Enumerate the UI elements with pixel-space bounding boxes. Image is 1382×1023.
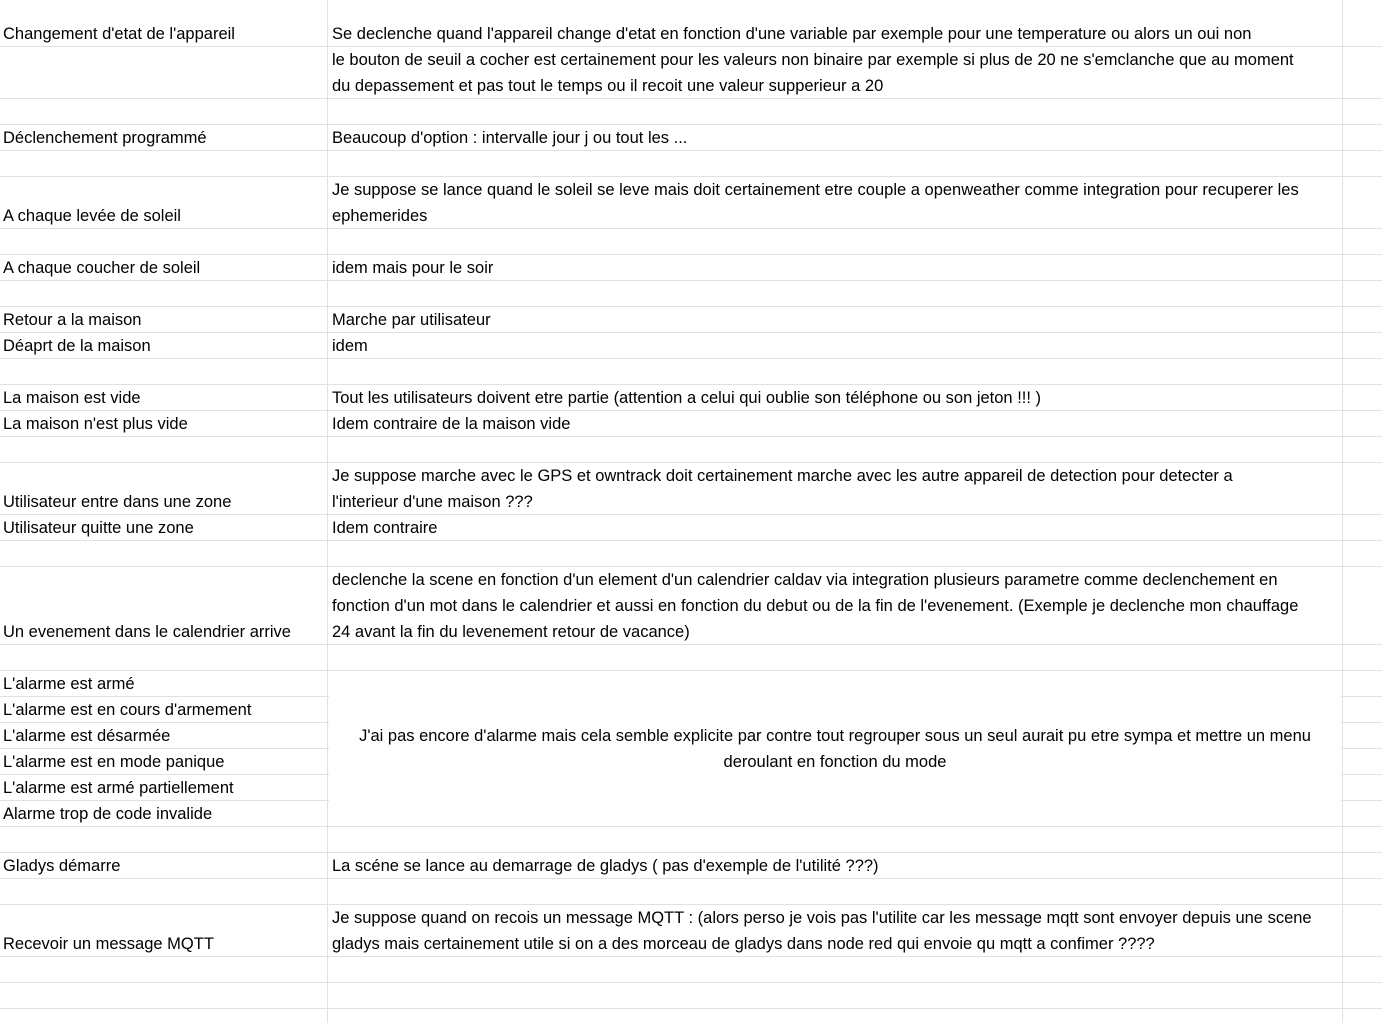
cell-text-line: l'interieur d'une maison ??? — [332, 493, 533, 511]
cell-column-b[interactable] — [332, 21, 1340, 47]
cell-column-a[interactable] — [3, 541, 325, 567]
cell-column-a[interactable] — [3, 437, 325, 463]
cell-text-line: Tout les utilisateurs doivent etre partie (attention a celui qui oublie son téléphone ou son jeton !!! ) — [332, 389, 1042, 407]
cell-text-line: fonction d'un mot dans le calendrier et aussi en fonction du debut ou de la fin de l'evenement. (Exemple je declenche mon chauffage — [332, 597, 1299, 615]
cell-text-line: idem mais pour le soir — [332, 259, 494, 277]
cell-column-b[interactable] — [332, 385, 1340, 411]
cell-column-a[interactable]: L'alarme est armé partiellement — [3, 779, 234, 797]
cell-column-b[interactable] — [332, 567, 1340, 645]
cell-column-a[interactable] — [3, 827, 325, 853]
cell-column-a[interactable]: L'alarme est en cours d'armement — [3, 701, 252, 719]
cell-column-a[interactable]: L'alarme est armé — [3, 675, 135, 693]
cell-text-line: gladys mais certainement utile si on a des morceau de gladys dans node red qui envoie qu mqtt a confimer ???? — [332, 935, 1155, 953]
cell-column-b[interactable] — [332, 411, 1340, 437]
cell-column-a[interactable]: A chaque coucher de soleil — [3, 259, 201, 277]
cell-text-line: Idem contraire — [332, 519, 438, 537]
cell-column-a[interactable]: La maison n'est plus vide — [3, 415, 188, 433]
cell-text-line: ephemerides — [332, 207, 428, 225]
cell-column-a[interactable] — [3, 229, 325, 255]
row-gridline — [0, 1008, 1382, 1009]
cell-column-a[interactable]: Alarme trop de code invalide — [3, 805, 213, 823]
cell-column-b[interactable] — [332, 853, 1340, 879]
cell-column-b[interactable] — [332, 255, 1340, 281]
cell-column-a[interactable]: Retour a la maison — [3, 311, 142, 329]
cell-text-line: le bouton de seuil a cocher est certainement pour les valeurs non binaire par exemple si plus de 20 ne s'emclanche que au moment — [332, 51, 1294, 69]
cell-text-line: Beaucoup d'option : intervalle jour j ou tout les ... — [332, 129, 688, 147]
cell-column-a[interactable] — [3, 645, 325, 671]
cell-column-a[interactable] — [3, 151, 325, 177]
cell-column-a[interactable]: L'alarme est désarmée — [3, 727, 171, 745]
cell-column-a[interactable]: Déclenchement programmé — [3, 129, 207, 147]
cell-column-a[interactable]: L'alarme est en mode panique — [3, 753, 225, 771]
cell-column-a[interactable] — [3, 281, 325, 307]
row-gridline — [0, 982, 1382, 983]
cell-column-b[interactable] — [332, 47, 1340, 99]
cell-column-a[interactable]: Gladys démarre — [3, 857, 121, 875]
cell-column-b[interactable] — [332, 333, 1340, 359]
cell-column-a[interactable] — [3, 359, 325, 385]
cell-text-line: du depassement et pas tout le temps ou il recoit une valeur supperieur a 20 — [332, 77, 884, 95]
merged-alarm-note-cell[interactable] — [329, 671, 1341, 826]
cell-column-b[interactable] — [332, 515, 1340, 541]
cell-column-a[interactable]: Déaprt de la maison — [3, 337, 151, 355]
cell-column-b[interactable] — [332, 463, 1340, 515]
cell-column-a[interactable]: Utilisateur entre dans une zone — [3, 493, 232, 511]
cell-text-line: 24 avant la fin du levenement retour de vacance) — [332, 623, 690, 641]
cell-column-a[interactable]: Utilisateur quitte une zone — [3, 519, 194, 537]
cell-column-a[interactable]: Un evenement dans le calendrier arrive — [3, 623, 291, 641]
cell-column-a[interactable] — [3, 879, 325, 905]
cell-column-b[interactable] — [332, 125, 1340, 151]
column-gridline — [327, 0, 328, 1023]
cell-text-line: Se declenche quand l'appareil change d'etat en fonction d'une variable par exemple pour une temperature ou alors un oui non — [332, 25, 1252, 43]
cell-column-b[interactable] — [332, 905, 1340, 957]
column-gridline — [1342, 0, 1343, 1023]
merged-alarm-note-text: J'ai pas encore d'alarme mais cela semble explicite par contre tout regrouper sous un seul aurait pu etre sympa et mettre un menu deroulant en fonction du mode — [359, 726, 1311, 771]
cell-column-a[interactable]: Changement d'etat de l'appareil — [3, 25, 235, 43]
cell-column-b[interactable] — [332, 177, 1340, 229]
cell-column-a[interactable] — [3, 99, 325, 125]
cell-column-a[interactable]: La maison est vide — [3, 389, 141, 407]
cell-text-line: Je suppose marche avec le GPS et owntrack doit certainement marche avec les autre appareil de detection pour detecter a — [332, 467, 1233, 485]
cell-text-line: Je suppose se lance quand le soleil se leve mais doit certainement etre couple a openweather comme integration pour recuperer les — [332, 181, 1299, 199]
cell-text-line: idem — [332, 337, 368, 355]
cell-text-line: Idem contraire de la maison vide — [332, 415, 571, 433]
cell-text-line: Je suppose quand on recois un message MQTT : (alors perso je vois pas l'utilite car les message mqtt sont envoyer depuis une scene — [332, 909, 1312, 927]
cell-text-line: Marche par utilisateur — [332, 311, 491, 329]
cell-text-line: La scéne se lance au demarrage de gladys ( pas d'exemple de l'utilité ???) — [332, 857, 879, 875]
cell-column-b[interactable] — [332, 307, 1340, 333]
cell-column-a[interactable]: A chaque levée de soleil — [3, 207, 181, 225]
cell-text-line: declenche la scene en fonction d'un element d'un calendrier caldav via integration plusieurs parametre comme declenchement en — [332, 571, 1278, 589]
cell-column-a[interactable]: Recevoir un message MQTT — [3, 935, 214, 953]
cell-column-a[interactable] — [3, 73, 325, 99]
